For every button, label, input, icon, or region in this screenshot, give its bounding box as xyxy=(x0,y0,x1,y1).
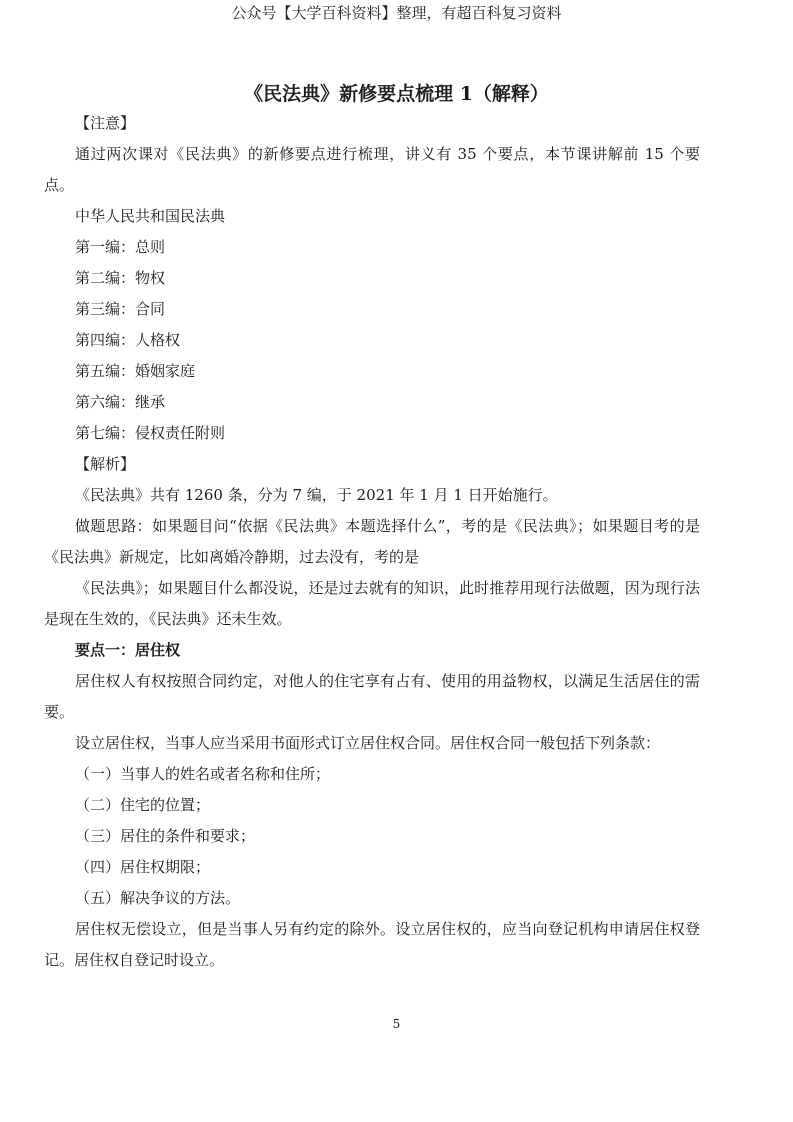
analysis-paragraph: 《民法典》；如果题目什么都没说，还是过去就有的知识，此时推荐用现行法做题，因为现行法是现在生效的，《民法典》还未生效。 xyxy=(44,579,700,628)
part-item: 第四编：人格权 xyxy=(75,331,181,349)
analysis-label: 【解析】 xyxy=(75,455,136,473)
note-intro: 通过两次课对《民法典》的新修要点进行梳理，讲义有 35 个要点，本节课讲解前 15 个要点。 xyxy=(44,145,700,194)
contract-clause-item: （四）居住权期限； xyxy=(75,858,211,876)
document-body xyxy=(44,108,700,976)
contract-clause-item: （五）解决争议的方法。 xyxy=(75,889,241,907)
part-item: 第五编：婚姻家庭 xyxy=(75,362,196,380)
note-label: 【注意】 xyxy=(75,114,136,132)
contract-clause-item: （二）住宅的位置； xyxy=(75,796,211,814)
part-item: 第三编：合同 xyxy=(75,300,166,318)
contract-clause-item: （一）当事人的姓名或者名称和住所； xyxy=(75,765,331,783)
page-title: 《民法典》新修要点梳理 1（解释） xyxy=(244,83,549,105)
part-item: 第一编：总则 xyxy=(75,238,166,256)
part-item: 第七编：侵权责任附则 xyxy=(75,424,226,442)
law-name: 中华人民共和国民法典 xyxy=(75,207,226,225)
analysis-paragraph: 《民法典》共有 1260 条，分为 7 编，于 2021 年 1 月 1 日开始施行。 xyxy=(75,486,558,504)
keypoint-heading: 要点一：居住权 xyxy=(75,641,181,659)
keypoint-paragraph: 居住权人有权按照合同约定，对他人的住宅享有占有、使用的用益物权，以满足生活居住的需要。 xyxy=(44,672,700,721)
keypoint-paragraph: 设立居住权，当事人应当采用书面形式订立居住权合同。居住权合同一般包括下列条款： xyxy=(75,734,661,752)
contract-clause-item: （三）居住的条件和要求； xyxy=(75,827,256,845)
analysis-paragraph: 做题思路：如果题目问“依据《民法典》本题选择什么”，考的是《民法典》；如果题目考的是《民法典》新规定，比如离婚冷静期，过去没有，考的是 xyxy=(44,517,700,566)
keypoint-paragraph: 居住权无偿设立，但是当事人另有约定的除外。设立居住权的，应当向登记机构申请居住权登记。居住权自登记时设立。 xyxy=(44,920,700,969)
page-header: 公众号【大学百科资料】整理，有超百科复习资料 xyxy=(231,4,562,22)
page-number: 5 xyxy=(392,1017,401,1031)
part-item: 第二编：物权 xyxy=(75,269,166,287)
part-item: 第六编：继承 xyxy=(75,393,166,411)
